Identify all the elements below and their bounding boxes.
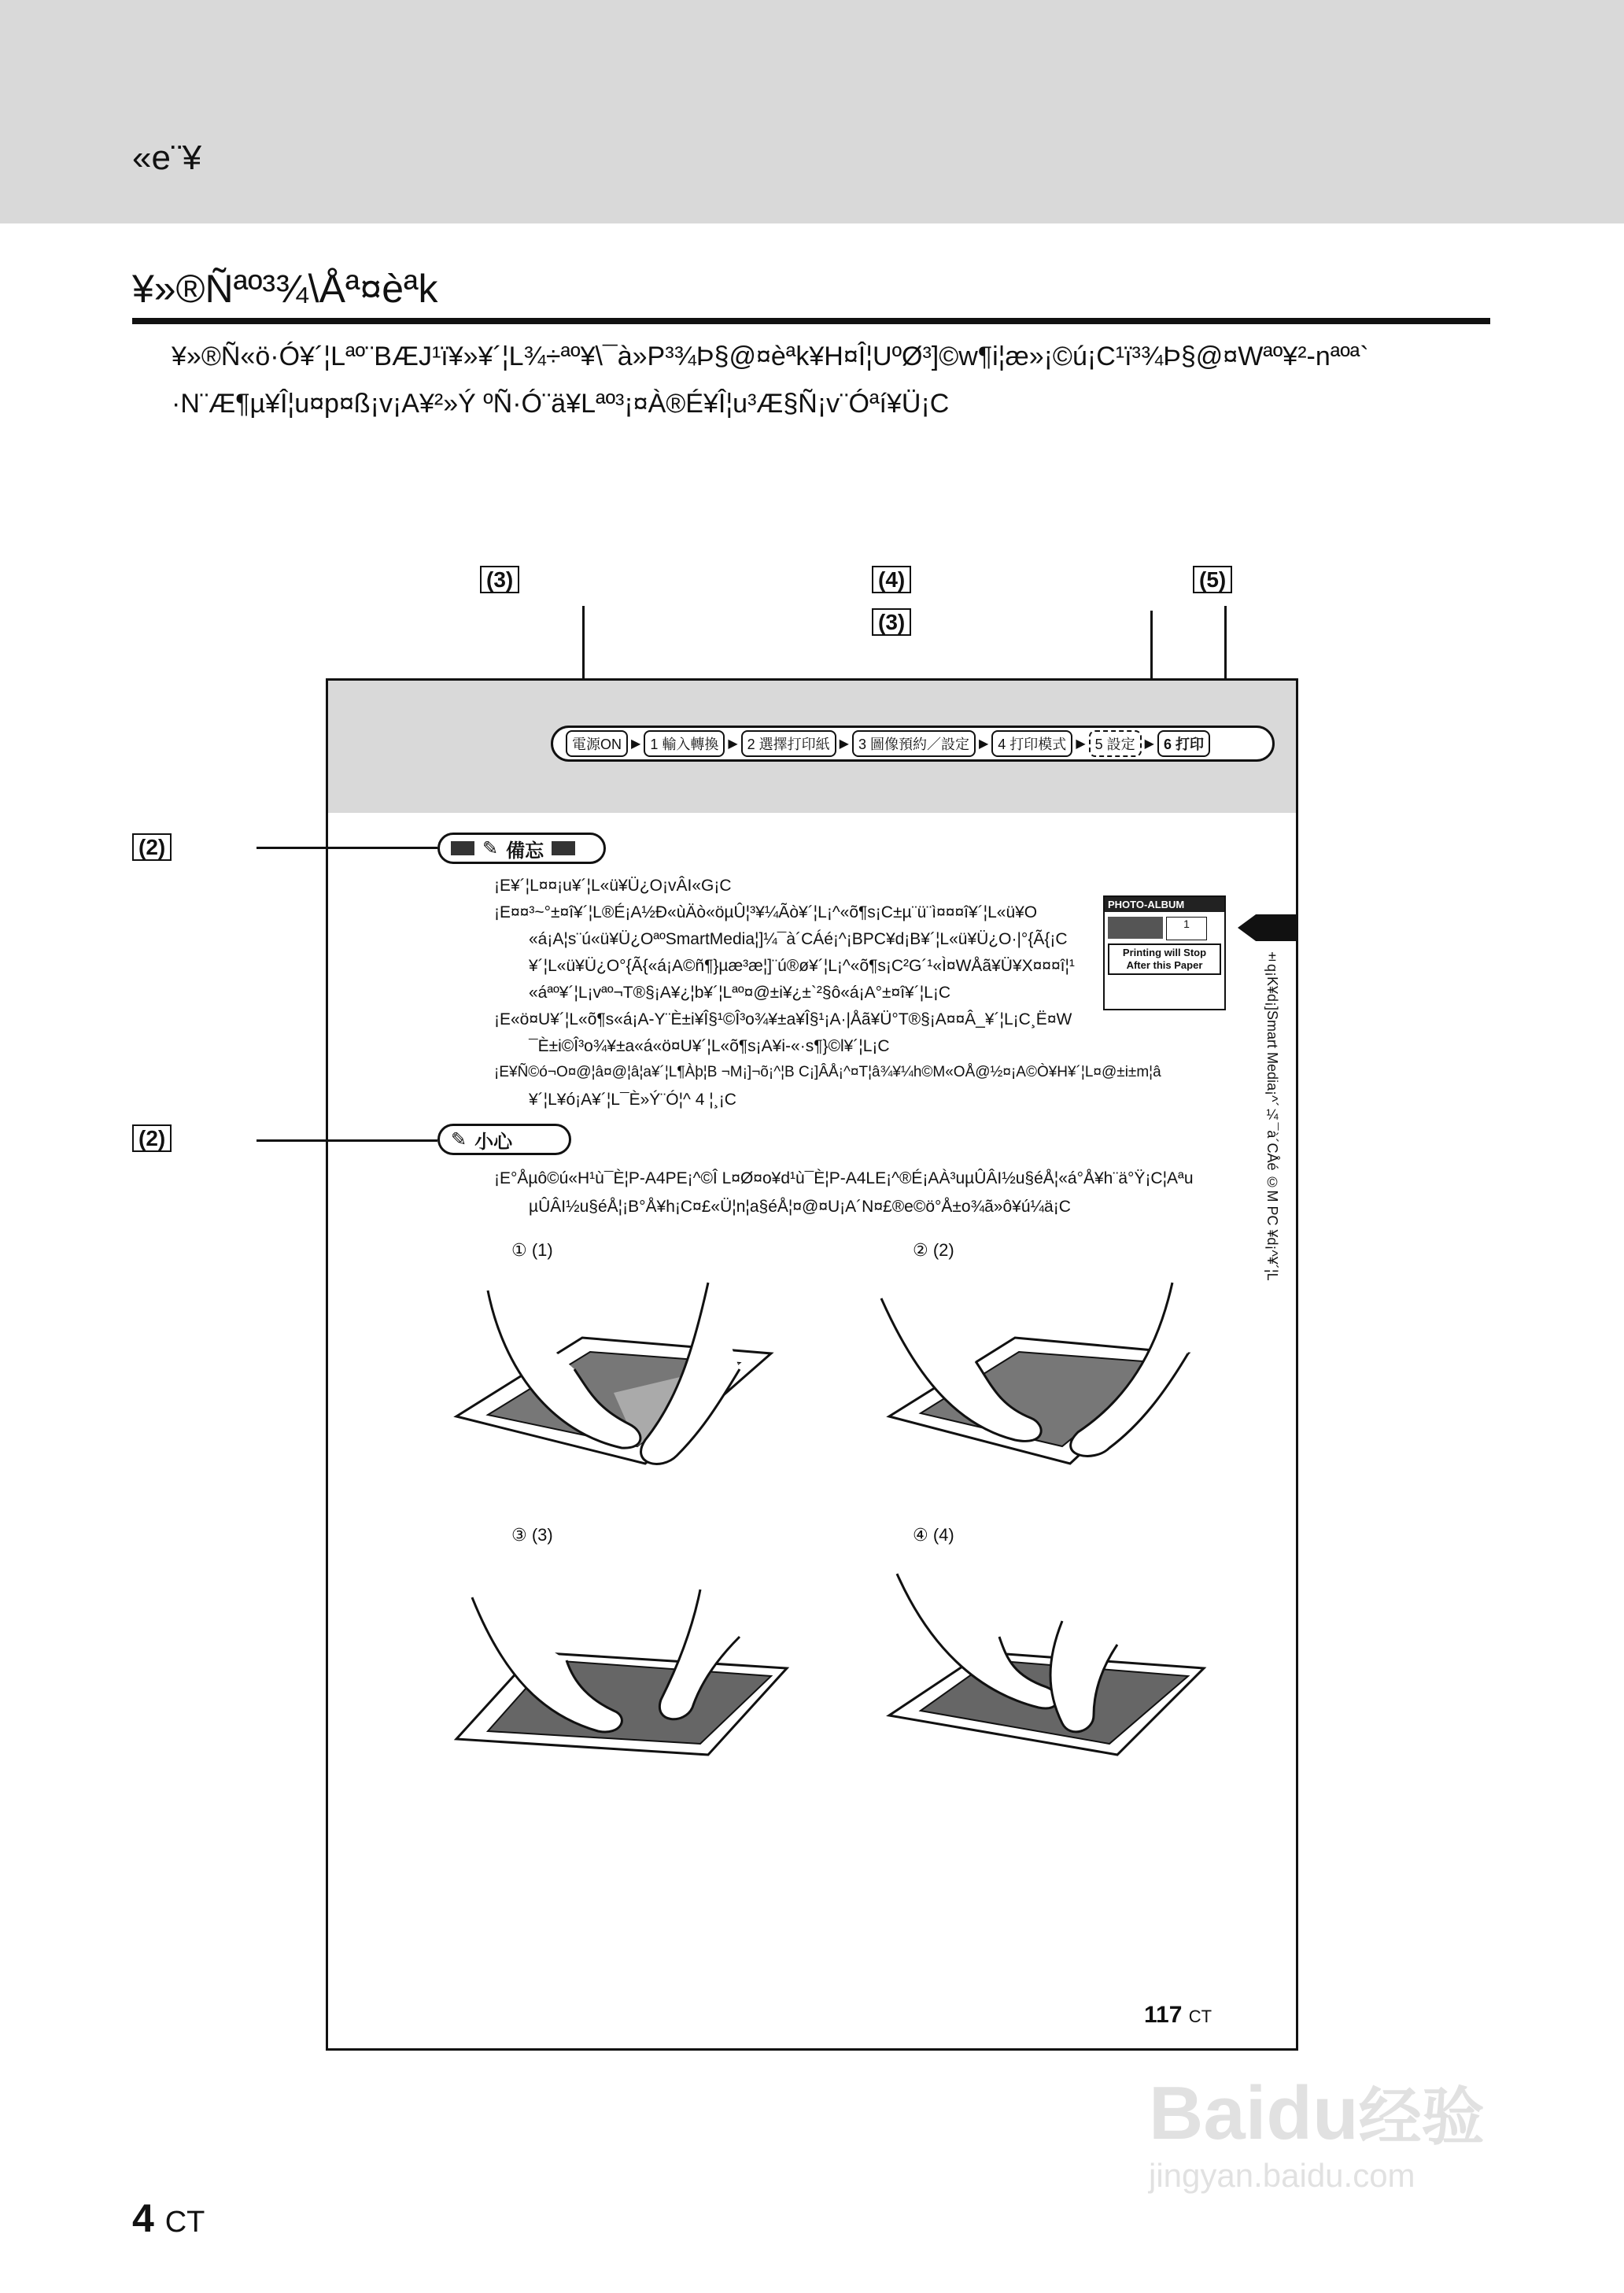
step-2: 2 選擇打印紙 — [741, 730, 836, 757]
step-6: 6 打印 — [1157, 730, 1210, 757]
notice-heading: ✎ 小心 — [437, 1124, 571, 1155]
memo-line: ¥´¦L¥ó¡A¥´¦L¯È»Ý¨Ó¦^ 4 ¦¸¡C — [529, 1091, 736, 1109]
header-band — [0, 0, 1624, 223]
memo-line: ¡E¥Ñ©ó¬O¤@¦â¤@¦â¦a¥´¦L¶Àþ¦B ¬M¡]¬õ¡^¦B C¡]ÂÅ¡^¤T¦â¾¥¼h©M«OÅ@½¤¡A©Ò¥H¥´¦L¤@±i±m¦â — [494, 1064, 1161, 1080]
lcd-count: 1 — [1166, 917, 1207, 940]
step-5: 5 設定 — [1089, 730, 1142, 757]
section-title: ¥»®Ñªº³¾\Åª¤èªk — [132, 267, 438, 311]
lcd-screen-illustration — [1103, 895, 1226, 1010]
memo-line: ¡E«ö¤U¥´¦L«õ¶s«á¡A-Y¨È±i¥Î§¹©Î³o¾¥±a¥Î§¹¡A·|Åã¥Ü°T®§¡A¤¤Â_¥´¦L¡C¸Ë¤W — [494, 1010, 1072, 1028]
lcd-message: Printing will Stop After this Paper — [1108, 943, 1221, 975]
fold-illustration-1 — [441, 1275, 803, 1503]
callout-notice: (2) — [132, 1125, 172, 1152]
step-navigation-bar — [551, 726, 1275, 762]
notice-line-2: µÛÂI½u§éÅ¦¡B°Å¥h¡C¤£«Ü¦n¦a§éÅ¦¤@¤U¡A´N¤£®e©ö°Å±o¾ã»ô¥ú¼ä¡C — [529, 1198, 1071, 1216]
intro-line-1: ¥»®Ñ«ö·Ó¥´¦Lªº¨BÆJ¹ï¥»¥´¦L¾÷ªº¥\¯à»P³¾Þ§@¤èªk¥H¤Î¦UºØ³]©w¶i¦æ»¡©ú¡C¹ï³¾Þ§@¤Wªº¥²-nªºª` — [172, 342, 1369, 371]
arrow-right-icon: ▶ — [631, 737, 641, 751]
page-number: 4 CT — [132, 2196, 205, 2240]
baidu-watermark — [1149, 2066, 1558, 2271]
memo-line: ¯È±i©Î³o¾¥±a«á«ö¤U¥´¦L«õ¶s¡A¥i-«·s¶}©l¥´¦L¡C — [529, 1037, 890, 1055]
intro-line-2: ·N¨Æ¶µ¥Î¦u¤p¤ß¡v¡A¥²»Ý ºÑ·Ó¨ä¥Lªº³¡¤À®É¥Î¦u³Æ§Ñ¡v¨Óªí¥Ü¡C — [172, 389, 950, 419]
callout-top-mid-1: (4) — [872, 567, 911, 593]
pen-icon: ✎ — [451, 1128, 467, 1150]
memo-block-icon — [552, 841, 575, 855]
arrow-right-icon: ▶ — [839, 737, 849, 751]
figure-label-3: ③ (3) — [511, 1525, 553, 1545]
step-4: 4 打印模式 — [991, 730, 1072, 757]
section-divider — [132, 318, 1490, 324]
watermark-brand: Baidu经验 — [1149, 2071, 1485, 2155]
memo-block-icon — [451, 841, 474, 855]
step-1: 1 輸入轉換 — [644, 730, 725, 757]
pencil-icon: ✎ — [482, 837, 499, 859]
fold-illustration-2 — [858, 1275, 1220, 1503]
side-tab-text: ±q¡K¥d¡]Smart Media¡^´¼¯à´CÅé ©M PC ¥d¡^¥´¦L — [1264, 948, 1280, 1281]
fold-illustration-4 — [858, 1542, 1220, 1771]
step-power: 電源ON — [566, 730, 628, 757]
lcd-title: PHOTO-ALBUM — [1105, 897, 1224, 912]
memo-line: «áªº¥´¦L¡vªº¬T®§¡A¥¿¦b¥´¦Lªº¤@±i¥¿±`²§ô«á¡A°±¤î¥´¦L¡C — [529, 984, 951, 1002]
callout-memo: (2) — [132, 834, 172, 861]
callout-top-right: (5) — [1193, 567, 1232, 593]
step-3: 3 圖像預約／設定 — [852, 730, 976, 757]
memo-line: «á¡A¦s¨ú«ü¥Ü¿OªºSmartMedia¦]¼¯à´CÁé¡^¡BPC¥d¡B¥´¦L«ü¥Ü¿O·|°{Ã{¡C — [529, 930, 1068, 948]
arrow-right-icon: ▶ — [1076, 737, 1086, 751]
arrow-right-icon: ▶ — [978, 737, 989, 751]
inner-page-number: 117 CT — [1144, 2002, 1212, 2028]
memo-line: ¡E¥´¦L¤¤¡u¥´¦L«ü¥Ü¿O¡vÂI«G¡C — [494, 877, 732, 895]
memo-line: ¡E¤¤³~°±¤î¥´¦L®É¡A½Ð«ùÄò«öµÛ¦³¥¼Ãò¥´¦L¡^«õ¶s¡C±µ¨ü¨ì¤¤¤î¥´¦L«ü¥O — [494, 903, 1038, 921]
arrow-right-icon: ▶ — [728, 737, 738, 751]
lcd-thumbnail — [1108, 917, 1163, 939]
arrow-right-icon: ▶ — [1144, 737, 1154, 751]
watermark-url: jingyan.baidu.com — [1149, 2157, 1415, 2194]
fold-illustration-3 — [441, 1542, 803, 1771]
figure-label-2: ② (2) — [913, 1240, 954, 1260]
callout-top-mid-2: (3) — [872, 609, 911, 636]
memo-line: ¥´¦L«ü¥Ü¿O°{Ã{«á¡A©ñ¶}µæ³æ¦]¨ú®ø¥´¦L¡^«õ¶s¡C²G´¹«Ì¤WÅã¥Ü¥X¤¤¤î¦¹ — [529, 957, 1075, 975]
chapter-label: «e¨¥ — [132, 138, 202, 177]
figure-label-4: ④ (4) — [913, 1525, 954, 1545]
figure-label-1: ① (1) — [511, 1240, 553, 1260]
notice-line-1: ¡E°Åµô©ú«H¹ù¯È¦P-A4PE¡^©Î L¤Ø¤o¥d¹ù¯È¦P-A4LE¡^®É¡AÀ³uµÛÂI½u§éÅ¦«á°Å¥h¨ä°Ÿ¡C¦Aªu — [494, 1169, 1194, 1187]
callout-top-left: (3) — [480, 567, 519, 593]
memo-heading: ✎ 備忘 — [437, 833, 606, 864]
